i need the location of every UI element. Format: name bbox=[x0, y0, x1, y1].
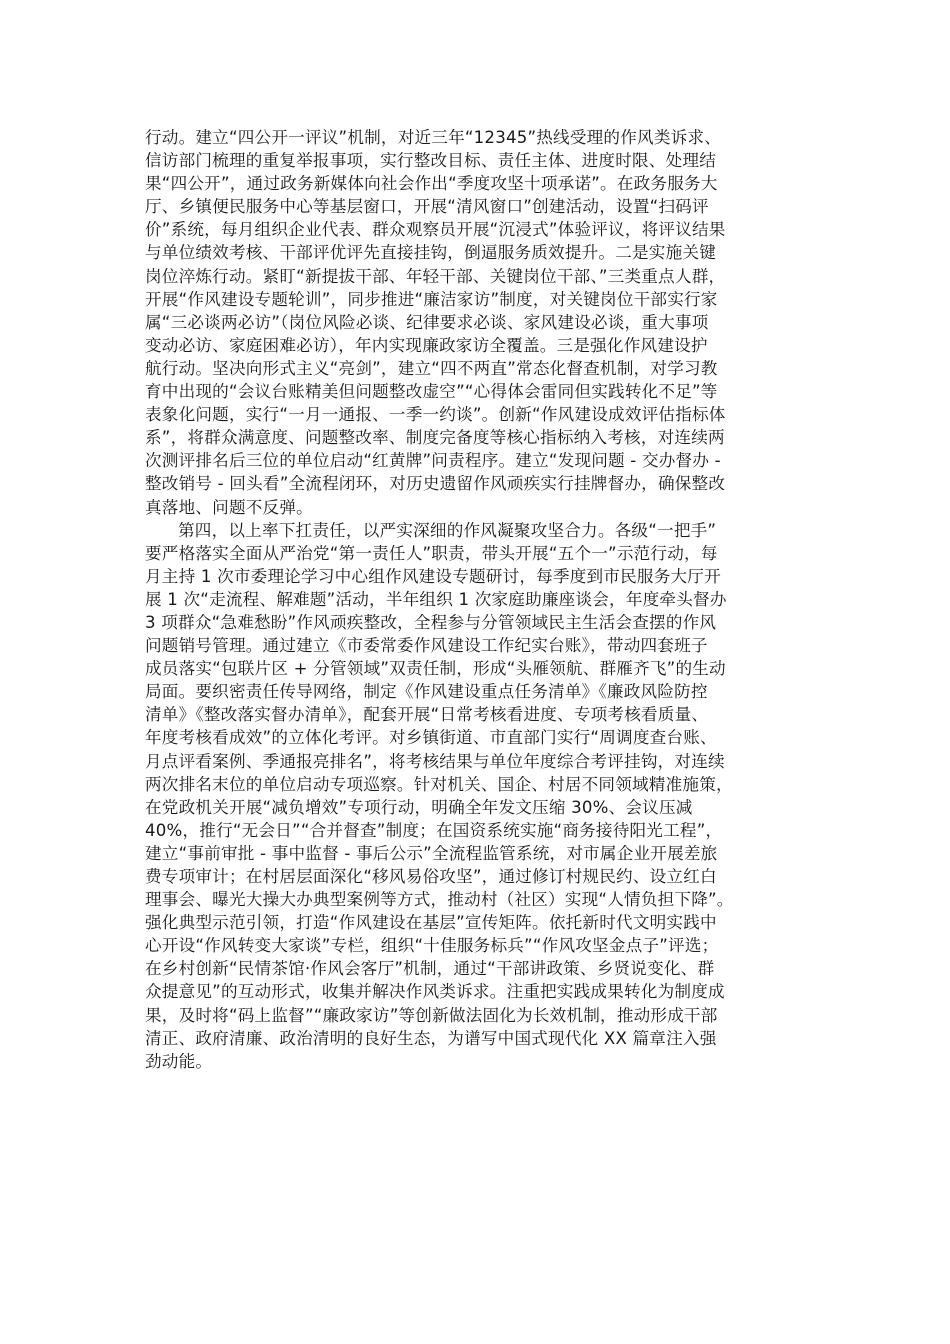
text-line: 行动。建立“四公开一评议”机制，对近三年“12345”热线受理的作风类诉求、 bbox=[145, 128, 721, 147]
text-line: 开展“作风建设专题轮训”，同步推进“廉洁家访”制度，对关键岗位干部实行家 bbox=[145, 289, 718, 309]
body-text bbox=[145, 126, 807, 1073]
text-line: 建立“事前审批 - 事中监督 - 事后公示”全流程监管系统，对市属企业开展差旅 bbox=[145, 843, 718, 863]
text-line: 月点评看案例、季通报亮排名”，将考核结果与单位年度综合考评挂钩，对连续 bbox=[145, 751, 725, 771]
text-line: 真落地、问题不反弹。 bbox=[145, 497, 313, 517]
text-line: 育中出现的“会议台账精美但问题整改虚空”“心得体会雷同但实践转化不足”等 bbox=[145, 382, 718, 402]
text-line: 众提意见”的互动形式，收集并解决作风类诉求。注重把实践成果转化为制度成 bbox=[145, 982, 725, 1002]
text-line: 整改销号 - 回头看”全流程闭环，对历史遗留作风顽疾实行挂牌督办，确保整改 bbox=[145, 474, 726, 494]
text-line: 系”，将群众满意度、问题整改率、制度完备度等核心指标纳入考核，对连续两 bbox=[145, 428, 725, 448]
text-line: 价”系统，每月组织企业代表、群众观察员开展“沉浸式”体验评议，将评议结果 bbox=[145, 220, 726, 240]
text-line: 清单》《整改落实督办清单》，配套开展“日常考核看进度、专项考核看质量、 bbox=[145, 705, 709, 725]
text-line: 岗位淬炼行动。紧盯“新提拔干部、年轻干部、关键岗位干部、”三类重点人群， bbox=[145, 266, 726, 286]
text-line: 费专项审计；在村居层面深化“移风易俗攻坚”，通过修订村规民约、设立红白 bbox=[145, 867, 717, 886]
text-line: 局面。要织密责任传导网络，制定《作风建设重点任务清单》《廉政风险防控 bbox=[145, 682, 708, 702]
text-line: 清正、政府清廉、政治清明的良好生态，为谱写中国式现代化 XX 篇章注入强 bbox=[145, 1028, 717, 1048]
text-line: 展 1 次“走流程、解难题”活动，半年组织 1 次家庭助廉座谈会，年度牵头督办 bbox=[145, 589, 727, 609]
text-line: 心开设“作风转变大家谈”专栏，组织“十佳服务标兵”“作风攻坚金点子”评选； bbox=[145, 936, 719, 956]
text-line: 表象化问题，实行“一月一通报、一季一约谈”。创新“作风建设成效评估指标体 bbox=[145, 405, 726, 425]
text-line: 月主持 1 次市委理论学习中心组作风建设专题研讨，每季度到市民服务大厅开 bbox=[145, 566, 721, 586]
text-line: 问题销号管理。通过建立《市委常委作风建设工作纪实台账》，带动四套班子 bbox=[145, 636, 708, 656]
text-line: 果，及时将“码上监督”“廉政家访”等创新做法固化为长效机制，推动形成干部 bbox=[145, 1005, 718, 1025]
text-line: 果“四公开”，通过政务新媒体向社会作出“季度攻坚十项承诺”。在政务服务大 bbox=[145, 174, 718, 194]
text-line: 与单位绩效考核、干部评优评先直接挂钩，倒逼服务质效提升。二是实施关键 bbox=[145, 243, 716, 263]
text-line: 信访部门梳理的重复举报事项，实行整改目标、责任主体、进度时限、处理结 bbox=[145, 151, 716, 171]
text-line: 在党政机关开展“减负增效”专项行动，明确全年发文压缩 30%、会议压减 bbox=[145, 797, 693, 817]
text-line: 厅、乡镇便民服务中心等基层窗口，开展“清风窗口”创建活动，设置“扫码评 bbox=[145, 197, 709, 217]
text-line: 强化典型示范引领，打造“作风建设在基层”宣传矩阵。依托新时代文明实践中 bbox=[145, 913, 717, 933]
text-line: 成员落实“包联片区 + 分管领域”双责任制，形成“头雁领航、群雁齐飞”的生动 bbox=[145, 659, 726, 679]
text-line: 属“三必谈两必访”（岗位风险必谈、纪律要求必谈、家风建设必谈，重大事项 bbox=[145, 312, 709, 332]
text-line: 理事会、曝光大操大办典型案例等方式，推动村（社区）实现“人情负担下降”。 bbox=[145, 890, 734, 910]
text-line: 3 项群众“急难愁盼”作风顽疾整改，全程参与分管领域民主生活会查摆的作风 bbox=[145, 612, 717, 632]
text-line: 次测评排名后三位的单位启动“红黄牌”问责程序。建立“发现问题 - 交办督办 - bbox=[145, 451, 721, 471]
text-line: 要严格落实全面从严治党“第一责任人”职责，带头开展“五个一”示范行动，每 bbox=[145, 543, 718, 563]
text-line: 在乡村创新“民情茶馆·作风会客厅”机制，通过“干部讲政策、乡贤说变化、群 bbox=[145, 959, 715, 979]
text-line: 劲动能。 bbox=[145, 1051, 213, 1071]
text-line: 两次排名末位的单位启动专项巡察。针对机关、国企、村居不同领域精准施策， bbox=[145, 774, 733, 794]
paragraph-start-line: 第四，以上率下扛责任，以严实深细的作风凝聚攻坚合力。各级“一把手” bbox=[178, 520, 717, 540]
text-line: 40%，推行“无会日”“合并督查”制度；在国资系统实施“商务接待阳光工程”， bbox=[145, 820, 723, 840]
text-line: 变动必访、家庭困难必访），年内实现廉政家访全覆盖。三是强化作风建设护 bbox=[145, 335, 708, 355]
text-line: 年度考核看成效”的立体化考评。对乡镇街道、市直部门实行“周调度查台账、 bbox=[145, 728, 717, 748]
text-line: 航行动。坚决向形式主义“亮剑”，建立“四不两直”常态化督查机制，对学习教 bbox=[145, 358, 718, 378]
